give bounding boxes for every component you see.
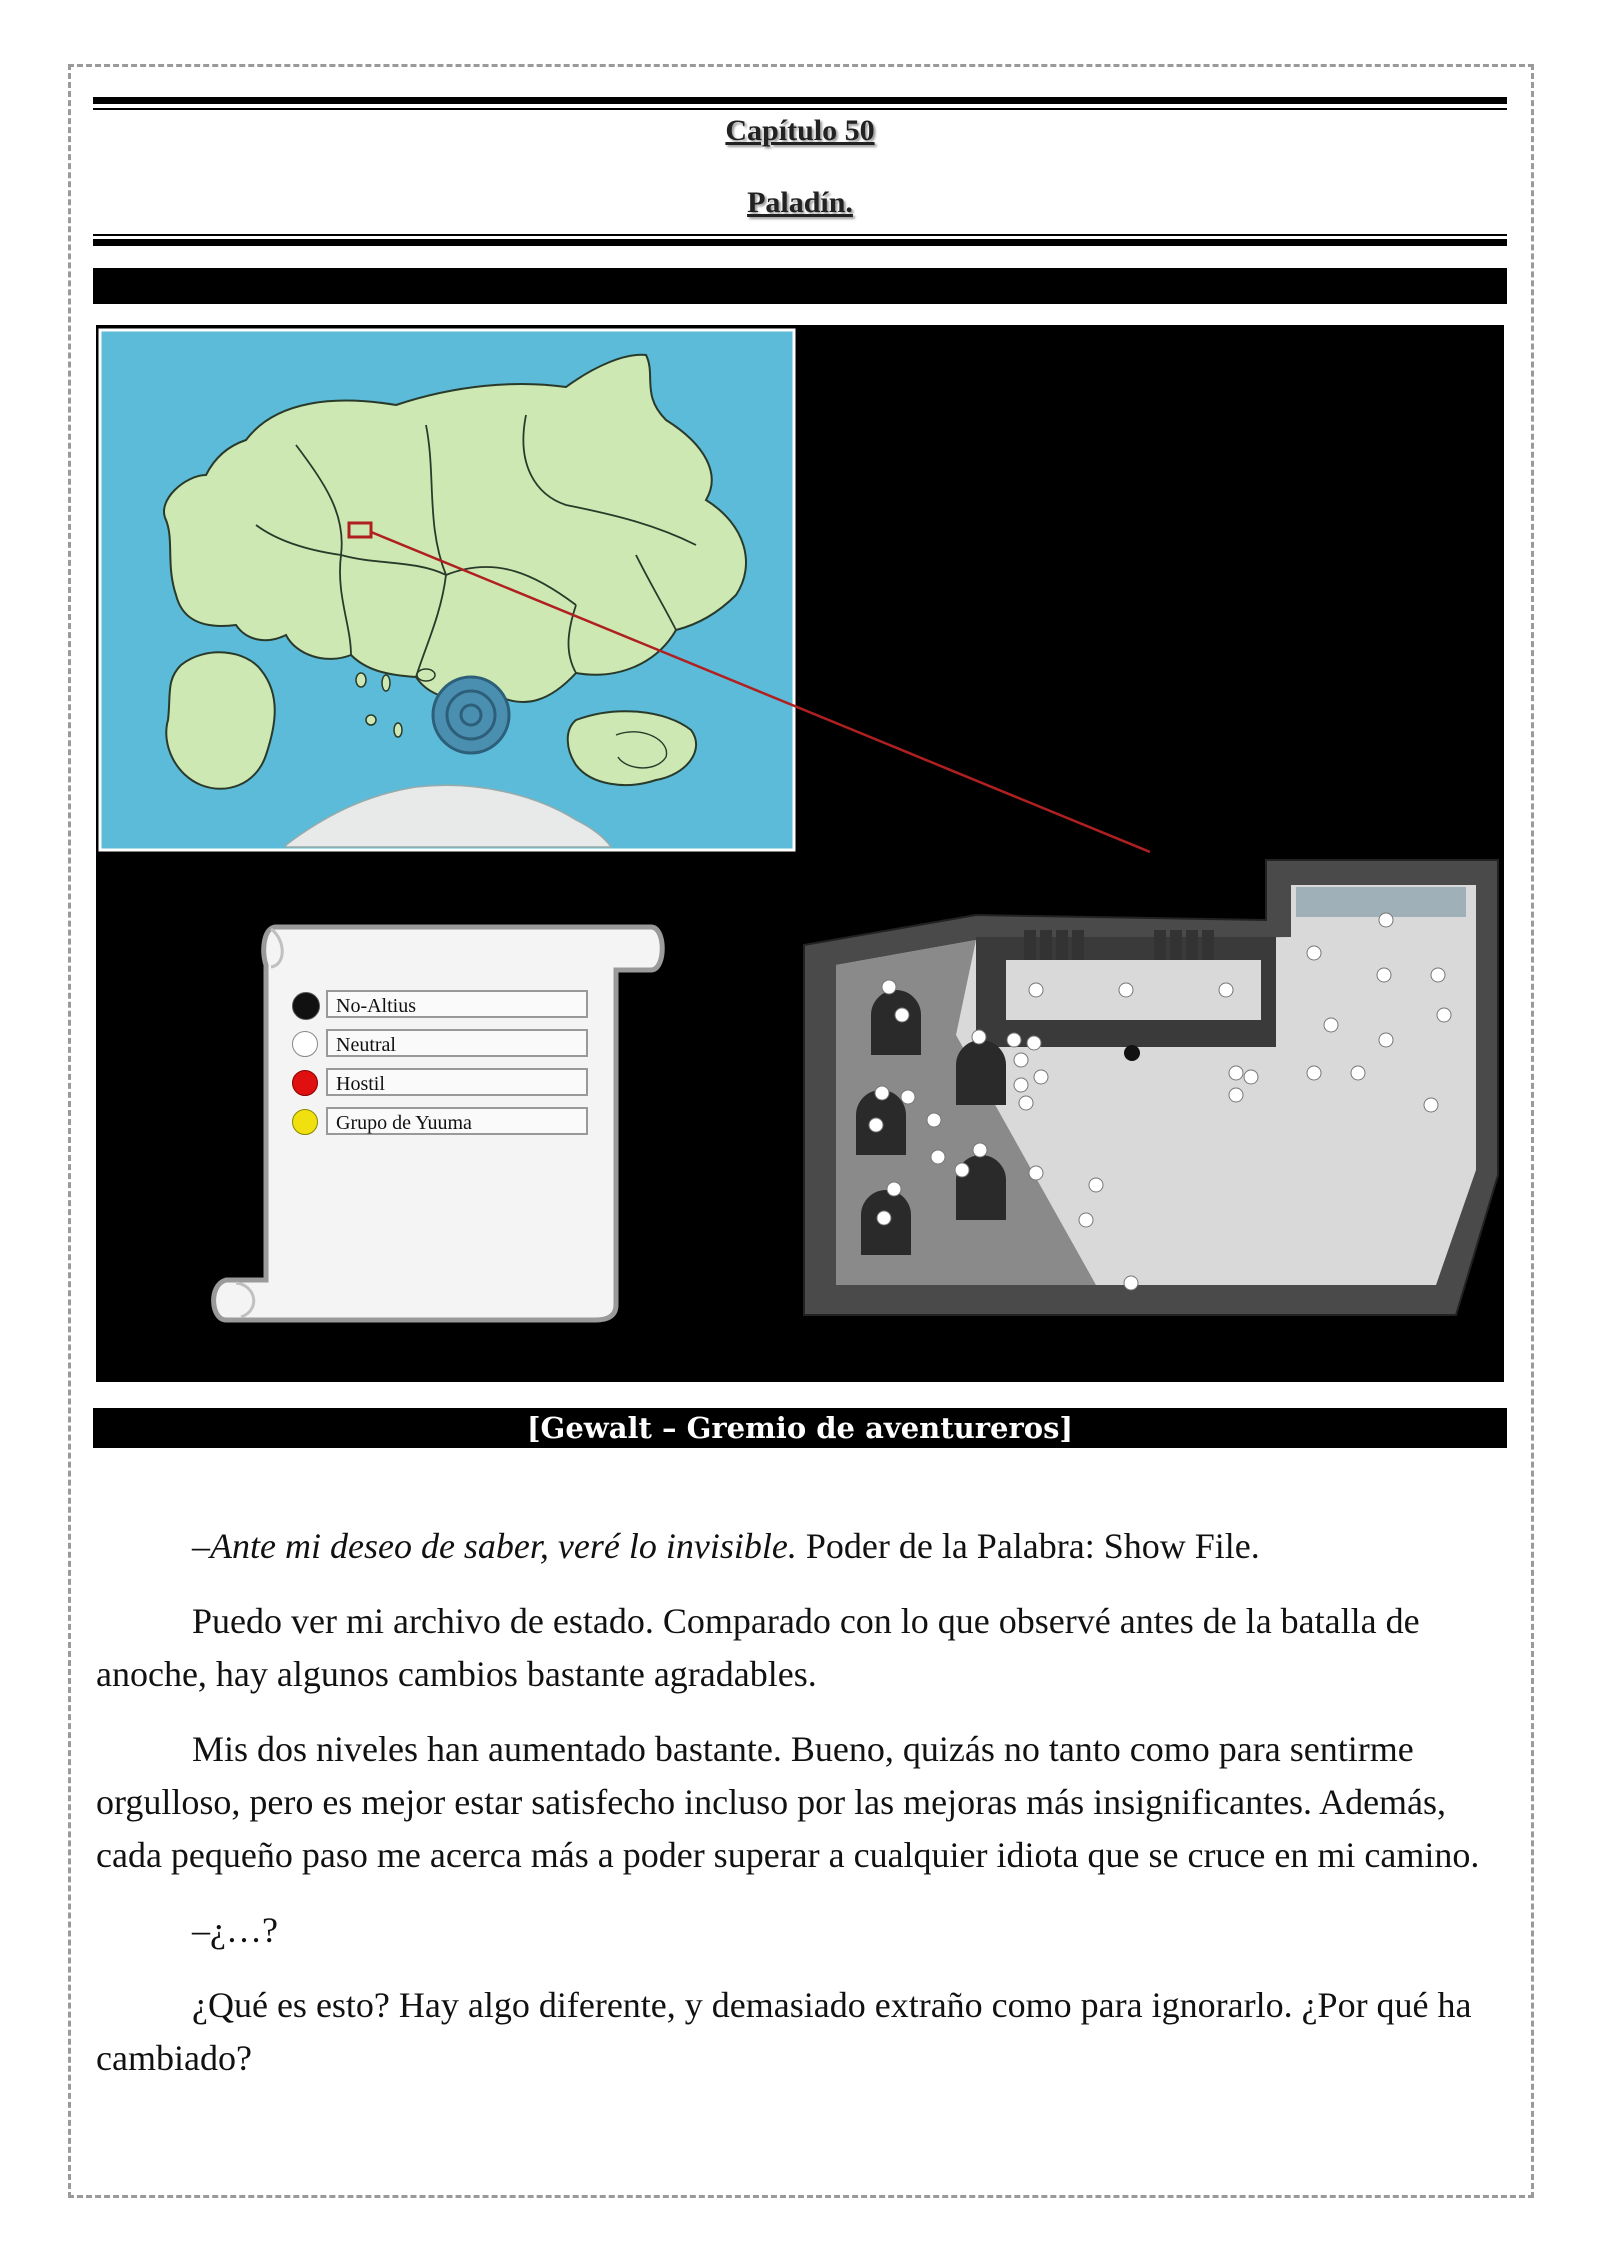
legend-swatch-white	[292, 1031, 318, 1057]
legend-swatch-yellow	[292, 1109, 318, 1135]
legend-swatch-black	[292, 992, 320, 1020]
map-illustration	[96, 325, 1504, 1382]
no-altius-marker	[1124, 1045, 1140, 1061]
paragraph-text: Poder de la Palabra: Show File.	[796, 1526, 1260, 1566]
header-rule-bottom-thin	[93, 234, 1507, 236]
legend-label: Neutral	[326, 1029, 588, 1057]
guild-interior	[804, 860, 1498, 1315]
header-rule-bottom-thick	[93, 239, 1507, 246]
incantation-text: Ante mi deseo de saber, veré lo invisible.	[210, 1526, 797, 1566]
legend-swatch-red	[292, 1070, 318, 1096]
dialogue-dash: –	[192, 1526, 210, 1566]
chapter-number: Capítulo 50	[725, 114, 875, 147]
paragraph: ¿Qué es esto? Hay algo diferente, y demasiado extraño como para ignorarlo. ¿Por qué ha cambiado?	[96, 1985, 1472, 2078]
chapter-title: Paladín.	[747, 186, 853, 219]
legend-label: Hostil	[326, 1068, 588, 1096]
legend-item-no-altius	[292, 990, 602, 1020]
legend-list	[292, 990, 602, 1146]
chapter-body	[96, 1520, 1506, 2107]
legend-item-hostil	[292, 1068, 602, 1098]
legend-item-grupo-yuuma	[292, 1107, 602, 1137]
figure-caption: [Gewalt – Gremio de aventureros]	[93, 1408, 1507, 1448]
figure-top-bar	[93, 268, 1507, 304]
paragraph: Puedo ver mi archivo de estado. Comparado con lo que observé antes de la batalla de anoche, hay algunos cambios bastante agradables.	[96, 1601, 1420, 1694]
legend-label: No-Altius	[326, 990, 588, 1018]
header-rule-top-thick	[93, 97, 1507, 104]
paragraph: Mis dos niveles han aumentado bastante. Bueno, quizás no tanto como para sentirme orgulloso, pero es mejor estar satisfecho incluso por las mejoras más insignificantes. Además, cada pequeño paso me acerca más a poder superar a cualquier idiota que se cruce en mi camino.	[96, 1729, 1480, 1875]
world-map	[100, 330, 794, 850]
legend-label: Grupo de Yuuma	[326, 1107, 588, 1135]
paragraph: –¿…?	[192, 1910, 278, 1950]
legend-item-neutral	[292, 1029, 602, 1059]
paragraph	[96, 1520, 1506, 1573]
header-rule-top-thin	[93, 108, 1507, 110]
